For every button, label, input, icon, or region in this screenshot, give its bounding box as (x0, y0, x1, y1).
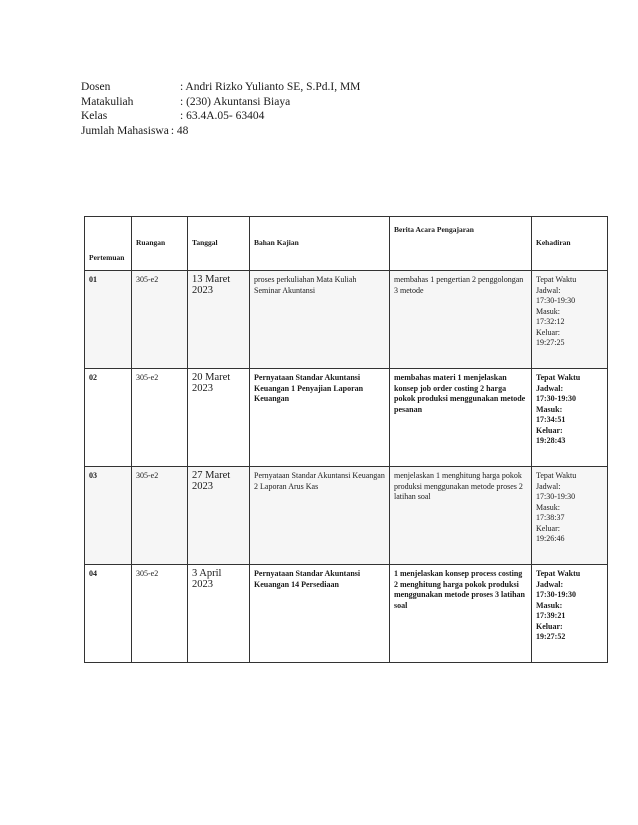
cell-pertemuan: 04 (85, 565, 132, 663)
cell-ruangan: 305-e2 (132, 271, 188, 369)
kehadiran-status: Tepat Waktu (536, 373, 581, 382)
info-value: : 48 (170, 124, 189, 137)
kehadiran-keluar: 19:27:52 (536, 632, 566, 641)
kehadiran-jadwal-label: Jadwal: (536, 285, 561, 295)
info-value: : (230) Akuntansi Biaya (180, 95, 291, 108)
cell-tanggal: 13 Maret 2023 (188, 271, 250, 369)
cell-bahan-kajian: Pernyataan Standar Akuntansi Keuangan 2 Laporan Arus Kas (250, 467, 390, 565)
kehadiran-status: Tepat Waktu (536, 275, 577, 284)
kehadiran-status: Tepat Waktu (536, 471, 577, 480)
cell-berita-acara: 1 menjelaskan konsep process costing 2 menghitung harga pokok produksi menggunakan metode proses 3 latihan soal (390, 565, 532, 663)
cell-ruangan: 305-e2 (132, 565, 188, 663)
kehadiran-status: Tepat Waktu (536, 569, 581, 578)
kehadiran-masuk-label: Masuk: (536, 502, 560, 512)
info-row-matakuliah (81, 95, 360, 110)
info-label: Kelas (81, 110, 108, 122)
kehadiran-masuk: 17:39:21 (536, 611, 566, 620)
table-row (85, 565, 608, 663)
table-header (85, 217, 608, 271)
kehadiran-jadwal: 17:30-19:30 (536, 590, 576, 599)
course-info (81, 80, 360, 138)
cell-pertemuan: 02 (85, 369, 132, 467)
table-row (85, 369, 608, 467)
cell-pertemuan: 03 (85, 467, 132, 565)
attendance-table (84, 216, 608, 663)
header-tanggal: Tanggal (188, 217, 250, 271)
kehadiran-keluar-label: Keluar: (536, 523, 560, 533)
kehadiran-masuk-label: Masuk: (536, 600, 563, 610)
kehadiran-jadwal-label: Jadwal: (536, 383, 564, 393)
kehadiran-masuk: 17:34:51 (536, 415, 566, 424)
cell-ruangan: 305-e2 (132, 467, 188, 565)
info-label: Matakuliah (81, 95, 134, 108)
kehadiran-jadwal-label: Jadwal: (536, 579, 564, 589)
header-ruangan: Ruangan (132, 217, 188, 271)
kehadiran-masuk-label: Masuk: (536, 306, 560, 316)
kehadiran-keluar-label: Keluar: (536, 327, 560, 337)
kehadiran-jadwal-label: Jadwal: (536, 481, 561, 491)
cell-kehadiran (532, 271, 608, 369)
cell-kehadiran (532, 565, 608, 663)
cell-kehadiran (532, 369, 608, 467)
cell-berita-acara: membahas 1 pengertian 2 penggolongan 3 metode (390, 271, 532, 369)
cell-bahan-kajian: Pernyataan Standar Akuntansi Keuangan 1 Penyajian Laporan Keuangan (250, 369, 390, 467)
table-row (85, 467, 608, 565)
header-bahan-kajian: Bahan Kajian (250, 217, 390, 271)
kehadiran-keluar-label: Keluar: (536, 621, 563, 631)
kehadiran-keluar: 19:26:46 (536, 534, 565, 543)
kehadiran-keluar-label: Keluar: (536, 425, 563, 435)
info-row-kelas (81, 109, 360, 124)
info-row-jumlah (81, 124, 360, 139)
info-value: : Andri Rizko Yulianto SE, S.Pd.I, MM (180, 81, 361, 93)
cell-berita-acara: menjelaskan 1 menghitung harga pokok produksi menggunakan metode proses 2 latihan soal (390, 467, 532, 565)
cell-berita-acara: membahas materi 1 menjelaskan konsep job order costing 2 harga pokok produksi menggunakan metode pesanan (390, 369, 532, 467)
kehadiran-masuk: 17:32:12 (536, 317, 565, 326)
kehadiran-jadwal: 17:30-19:30 (536, 394, 576, 403)
kehadiran-keluar: 19:27:25 (536, 338, 565, 347)
info-label: Jumlah Mahasiswa (81, 124, 169, 137)
kehadiran-keluar: 19:28:43 (536, 436, 566, 445)
kehadiran-jadwal: 17:30-19:30 (536, 296, 576, 305)
cell-kehadiran (532, 467, 608, 565)
cell-bahan-kajian: Pernyataan Standar Akuntansi Keuangan 14 Persediaan (250, 565, 390, 663)
cell-bahan-kajian: proses perkuliahan Mata Kuliah Seminar Akuntansi (250, 271, 390, 369)
cell-tanggal: 27 Maret 2023 (188, 467, 250, 565)
kehadiran-jadwal: 17:30-19:30 (536, 492, 576, 501)
header-pertemuan: Pertemuan (85, 217, 132, 271)
header-kehadiran: Kehadiran (532, 217, 608, 271)
cell-tanggal: 3 April 2023 (188, 565, 250, 663)
info-row-dosen (81, 80, 360, 95)
cell-ruangan: 305-e2 (132, 369, 188, 467)
cell-pertemuan: 01 (85, 271, 132, 369)
kehadiran-masuk: 17:38:37 (536, 513, 565, 522)
header-berita-acara: Berita Acara Pengajaran (390, 217, 532, 271)
info-value: : 63.4A.05- 63404 (180, 110, 265, 122)
table-row (85, 271, 608, 369)
kehadiran-masuk-label: Masuk: (536, 404, 563, 414)
info-label: Dosen (81, 81, 111, 93)
cell-tanggal: 20 Maret 2023 (188, 369, 250, 467)
